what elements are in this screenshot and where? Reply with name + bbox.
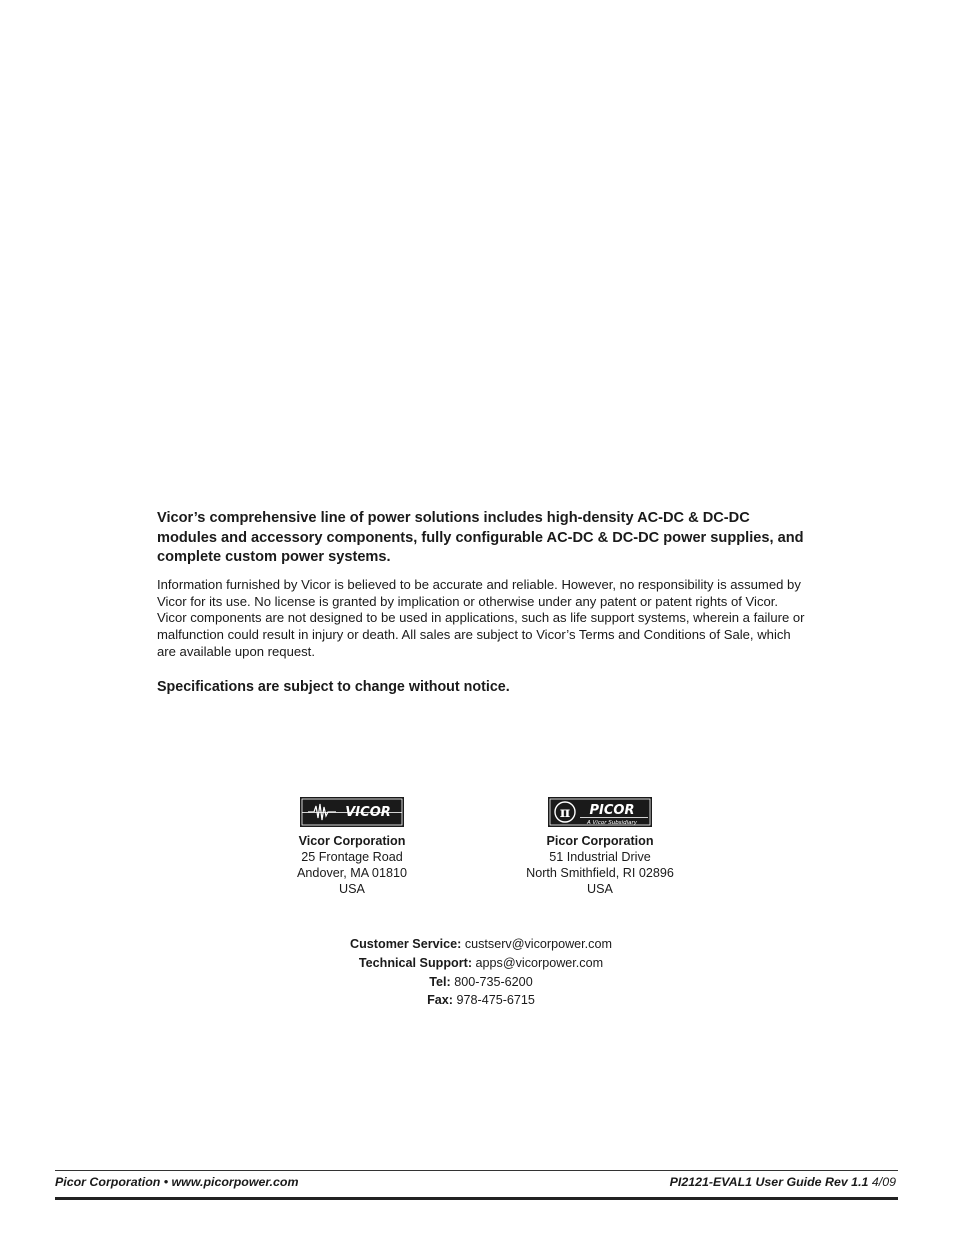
vicor-logo-text: VICOR bbox=[345, 805, 391, 820]
picor-name: Picor Corporation bbox=[546, 834, 654, 848]
change-notice: Specifications are subject to change without notice. bbox=[157, 679, 510, 695]
fax-row bbox=[281, 991, 681, 1010]
svg-text:π: π bbox=[559, 805, 571, 821]
fax-label: Fax: bbox=[427, 993, 453, 1008]
vicor-name: Vicor Corporation bbox=[298, 834, 406, 848]
picor-address-block bbox=[500, 797, 700, 897]
picor-address-line-1: 51 Industrial Drive bbox=[549, 850, 651, 864]
picor-logo-subtext: A Vicor Subsidiary bbox=[587, 820, 637, 826]
vicor-logo bbox=[300, 797, 404, 827]
footer-doc-title: PI2121-EVAL1 User Guide Rev 1.1 bbox=[669, 1175, 869, 1189]
picor-country: USA bbox=[587, 882, 613, 896]
footer-doc-info bbox=[670, 1174, 896, 1190]
picor-logo bbox=[548, 797, 652, 827]
customer-service-email[interactable]: custserv@vicorpower.com bbox=[464, 937, 612, 951]
vicor-address-block bbox=[252, 797, 452, 897]
vicor-country: USA bbox=[339, 882, 365, 896]
tel-label: Tel: bbox=[429, 974, 451, 989]
tech-support-label: Technical Support: bbox=[358, 955, 473, 970]
footer-company-url: Picor Corporation • www.picorpower.com bbox=[55, 1175, 299, 1189]
vicor-address-line-1: 25 Frontage Road bbox=[301, 850, 403, 864]
tel-row bbox=[281, 973, 681, 992]
tech-support-row bbox=[281, 954, 681, 973]
tel-number: 800-735-6200 bbox=[454, 974, 533, 989]
footer-divider-bottom bbox=[55, 1197, 898, 1200]
footer-divider-top bbox=[55, 1170, 898, 1171]
vicor-address-line-2: Andover, MA 01810 bbox=[297, 866, 407, 880]
fax-number: 978-475-6715 bbox=[456, 993, 535, 1008]
footer-date: 4/09 bbox=[871, 1175, 896, 1189]
intro-statement: Vicor’s comprehensive line of power solutions includes high-density AC-DC & DC-DC modules and accessory components, fully configurable AC-DC & DC-DC power supplies, and complete custom power systems. bbox=[157, 510, 804, 565]
disclaimer-paragraph: Information furnished by Vicor is believed to be accurate and reliable. However, no responsibility is assumed by Vicor for its use. No license is granted by implication or otherwise under any patent or patent rights of Vicor. Vicor components are not designed to be used in applications, such as life support systems, wherein a failure or malfunction could result in injury or death. All sales are subject to Vicor’s Terms and Conditions of Sale, which are available upon request. bbox=[157, 577, 805, 659]
tech-support-email[interactable]: apps@vicorpower.com bbox=[475, 955, 604, 970]
picor-logo-text: PICOR bbox=[589, 803, 635, 818]
picor-address-line-2: North Smithfield, RI 02896 bbox=[526, 866, 674, 880]
contact-info bbox=[281, 935, 681, 1010]
customer-service-label: Customer Service: bbox=[350, 937, 462, 951]
customer-service-row bbox=[281, 935, 681, 954]
